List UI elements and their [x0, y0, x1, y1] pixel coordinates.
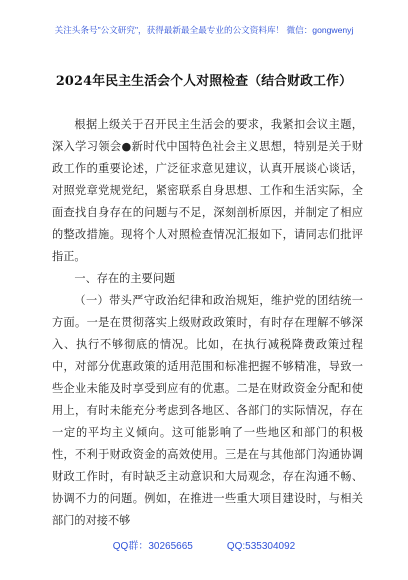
- intro-paragraph: 根据上级关于召开民主生活会的要求，我紧扣会议主题，深入学习领会●新时代中国特色社会主义思想，特别是关于财政工作的重要论述，广泛征求意见建议，认真开展谈心谈话，对照党章党规党纪，紧密联系自身思想、工作和生活实际，全面查找自身存在的问题与不足，深刻剖析原因，并制定了相应的整改措施。现将个人对照检查情况汇报如下，请同志们批评指正。: [52, 118, 363, 263]
- body-paragraph: （一）带头严守政治纪律和政治规矩，维护党的团结统一方面。一是在贯彻落实上级财政政策时，有时存在理解不够深入、执行不够彻底的情况。比如，在执行减税降费政策过程中，对部分优惠政策的适用范围和标准把握不够精准，导致一些企业未能及时享受到应有的优惠。二是在财政资金分配和使用上，有时未能充分考虑到各地区、各部门的实际情况，存在一定的平均主义倾向。这可能影响了一些地区和部门的积极性，不利于财政资金的高效使用。三是在与其他部门沟通协调财政工作时，有时缺乏主动意识和大局观念，存在沟通不畅、协调不力的问题。例如，在推进一些重大项目建设时，与相关部门的对接不够: [52, 294, 363, 527]
- promo-banner: 关注头条号"公文研究"，获得最新最全最专业的公文资料库！ 微信：gongwenyj: [54, 25, 354, 35]
- section-heading: 一、存在的主要问题: [74, 272, 176, 285]
- document-title: 2024年民主生活会个人对照检查（结合财政工作）: [55, 74, 353, 89]
- contact-footer: [0, 537, 408, 552]
- document-body: [52, 114, 363, 532]
- qq-number-text: QQ:535304092: [226, 541, 296, 552]
- qq-group-text: QQ群：30265665: [112, 541, 193, 552]
